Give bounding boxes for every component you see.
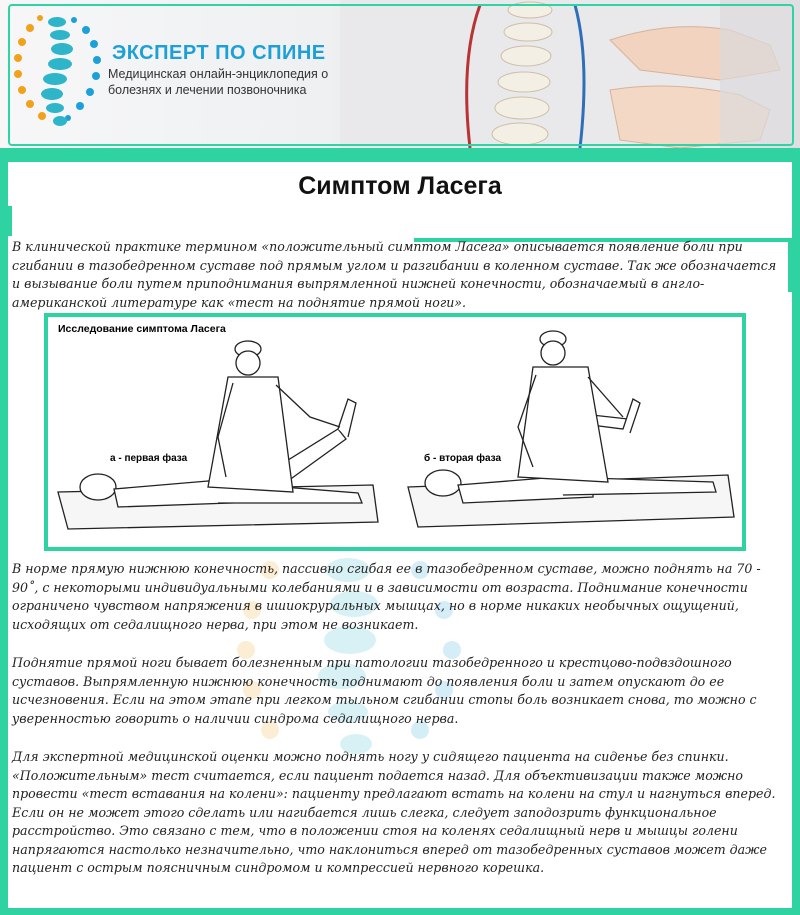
spine-logo-icon	[10, 8, 105, 133]
divider	[8, 206, 12, 236]
site-header	[0, 0, 800, 148]
pathology-paragraph: Поднятие прямой ноги бывает болезненным при патологии тазобедренного и крестцово-подвздошного суставов. Выпрямленную нижнюю конечность поднимают до появления боли и затем опускают до ее исчезновения. Если на этом этапе при легком тыльном сгибании стопы боль возникает снова, то можно с уверенностью говорить о наличии синдрома седалищного нерва.	[12, 655, 757, 726]
page-title: Симптом Ласега	[298, 172, 502, 200]
intro-paragraph: В клинической практике термином «положительный симптом Ласега» описывается появление боли при сгибании в тазобедренном суставе под прямым углом и разгибании в коленном суставе. Так же обозначается и вызывание боли путем приподнимания выпрямленной нижней конечности, обозначаемый в англо-американской литературе как «тест на поднятие прямой ноги».	[12, 239, 777, 310]
phase-a-label: а - первая фаза	[110, 453, 188, 464]
brand-subtitle: Медицинская онлайн-энциклопедия о болезнях и лечении позвоночника	[108, 67, 329, 97]
divider	[788, 240, 792, 292]
lasegue-test-illustration	[48, 317, 742, 547]
phase-b-label: б - вторая фаза	[424, 453, 502, 464]
brand-title[interactable]: ЭКСПЕРТ ПО СПИНЕ	[112, 42, 326, 64]
norm-paragraph: В норме прямую нижнюю конечность, пассивно сгибая ее в тазобедренном суставе, можно поднять на 70 - 90˚, с некоторыми индивидуальными колебаниями и в зависимости от возраста. Поднимание конечности ограничено чувством напряжения в ишиокруральных мышцах, но в норме никаких необычных ощущений, исходящих от седалищного нерва, при этом не возникает.	[12, 561, 761, 632]
divider	[8, 158, 792, 162]
lasegue-test-figure	[44, 313, 746, 551]
figure-title: Исследование симптома Ласега	[58, 323, 226, 335]
expert-assessment-paragraph: Для экспертной медицинской оценки можно поднять ногу у сидящего пациента на сиденье без спинки. «Положительным» тест считается, если пациент подается назад. Для объективизации также можно провести «тест вставания на колени»: пациенту предлагают встать на колени на стул и нагнуться вперед. Если он не может этого сделать или нагибается лишь слегка, следует заподозрить функциональное расстройство. Это связано с тем, что в положении стоя на коленях седалищный нерв и мышцы голени напрягаются настолько незначительно, что наклониться вперед от тазобедренных суставов может даже пациент с острым поясничным синдромом и компрессией нервного корешка.	[12, 749, 776, 875]
